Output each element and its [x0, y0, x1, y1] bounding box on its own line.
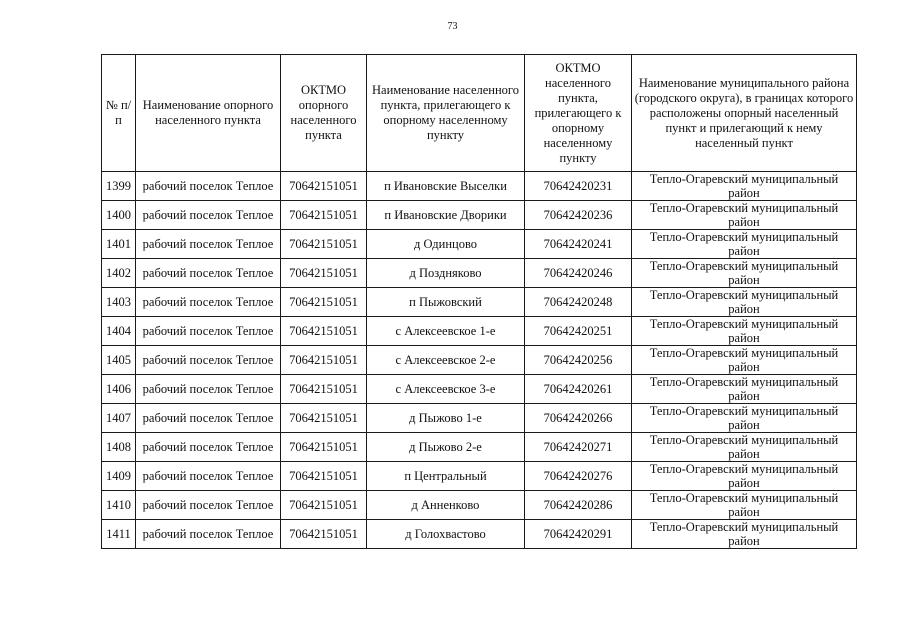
cell-support-name: рабочий поселок Теплое [136, 230, 281, 259]
table-row [102, 520, 857, 549]
table-row [102, 491, 857, 520]
cell-support-oktmo: 70642151051 [281, 375, 367, 404]
cell-adjacent-name: п Ивановские Дворики [367, 201, 525, 230]
cell-adjacent-oktmo: 70642420266 [525, 404, 632, 433]
table-row [102, 375, 857, 404]
cell-adjacent-oktmo: 70642420251 [525, 317, 632, 346]
table-row [102, 346, 857, 375]
cell-adjacent-oktmo: 70642420231 [525, 172, 632, 201]
cell-num: 1410 [102, 491, 136, 520]
table-row [102, 259, 857, 288]
cell-district: Тепло-Огаревский муниципальный район [632, 317, 857, 346]
cell-adjacent-oktmo: 70642420248 [525, 288, 632, 317]
cell-district: Тепло-Огаревский муниципальный район [632, 433, 857, 462]
cell-district: Тепло-Огаревский муниципальный район [632, 462, 857, 491]
cell-district: Тепло-Огаревский муниципальный район [632, 491, 857, 520]
cell-district: Тепло-Огаревский муниципальный район [632, 172, 857, 201]
cell-support-oktmo: 70642151051 [281, 520, 367, 549]
table-row [102, 172, 857, 201]
cell-district: Тепло-Огаревский муниципальный район [632, 404, 857, 433]
cell-num: 1399 [102, 172, 136, 201]
table-row [102, 317, 857, 346]
cell-district: Тепло-Огаревский муниципальный район [632, 375, 857, 404]
table-row [102, 288, 857, 317]
cell-district: Тепло-Огаревский муниципальный район [632, 230, 857, 259]
cell-adjacent-name: д Одинцово [367, 230, 525, 259]
page-number: 73 [447, 21, 458, 32]
table-body [102, 172, 857, 549]
cell-support-name: рабочий поселок Теплое [136, 520, 281, 549]
cell-adjacent-name: п Ивановские Выселки [367, 172, 525, 201]
table-row [102, 230, 857, 259]
cell-num: 1408 [102, 433, 136, 462]
cell-support-oktmo: 70642151051 [281, 462, 367, 491]
cell-support-name: рабочий поселок Теплое [136, 491, 281, 520]
cell-district: Тепло-Огаревский муниципальный район [632, 259, 857, 288]
cell-adjacent-oktmo: 70642420276 [525, 462, 632, 491]
settlements-table [101, 54, 857, 549]
cell-support-oktmo: 70642151051 [281, 201, 367, 230]
cell-adjacent-oktmo: 70642420246 [525, 259, 632, 288]
cell-adjacent-name: д Поздняково [367, 259, 525, 288]
cell-adjacent-name: с Алексеевское 1-е [367, 317, 525, 346]
cell-adjacent-name: д Анненково [367, 491, 525, 520]
cell-adjacent-oktmo: 70642420261 [525, 375, 632, 404]
cell-adjacent-oktmo: 70642420241 [525, 230, 632, 259]
header-num: № п/п [102, 55, 136, 172]
table-header [102, 55, 857, 172]
cell-num: 1401 [102, 230, 136, 259]
cell-num: 1405 [102, 346, 136, 375]
header-adjacent-name: Наименование населенного пункта, прилегающего к опорному населенному пункту [367, 55, 525, 172]
cell-num: 1406 [102, 375, 136, 404]
cell-adjacent-oktmo: 70642420236 [525, 201, 632, 230]
cell-district: Тепло-Огаревский муниципальный район [632, 288, 857, 317]
header-support-name: Наименование опорного населенного пункта [136, 55, 281, 172]
cell-num: 1403 [102, 288, 136, 317]
cell-support-oktmo: 70642151051 [281, 433, 367, 462]
cell-support-oktmo: 70642151051 [281, 172, 367, 201]
header-support-oktmo: ОКТМО опорного населенного пункта [281, 55, 367, 172]
cell-support-name: рабочий поселок Теплое [136, 346, 281, 375]
cell-support-name: рабочий поселок Теплое [136, 288, 281, 317]
cell-support-oktmo: 70642151051 [281, 346, 367, 375]
cell-adjacent-name: д Пыжово 2-е [367, 433, 525, 462]
table-row [102, 201, 857, 230]
cell-adjacent-name: с Алексеевское 2-е [367, 346, 525, 375]
cell-support-name: рабочий поселок Теплое [136, 259, 281, 288]
cell-district: Тепло-Огаревский муниципальный район [632, 346, 857, 375]
cell-adjacent-oktmo: 70642420271 [525, 433, 632, 462]
cell-adjacent-name: д Голохвастово [367, 520, 525, 549]
cell-num: 1400 [102, 201, 136, 230]
cell-adjacent-name: с Алексеевское 3-е [367, 375, 525, 404]
cell-support-name: рабочий поселок Теплое [136, 433, 281, 462]
header-row [102, 55, 857, 172]
cell-support-oktmo: 70642151051 [281, 491, 367, 520]
cell-support-oktmo: 70642151051 [281, 404, 367, 433]
header-district: Наименование муниципального района (городского округа), в границах которого расположены опорный населенный пункт и прилегающий к нему населенный пункт [632, 55, 857, 172]
cell-num: 1404 [102, 317, 136, 346]
cell-support-name: рабочий поселок Теплое [136, 462, 281, 491]
cell-adjacent-name: п Пыжовский [367, 288, 525, 317]
cell-support-name: рабочий поселок Теплое [136, 375, 281, 404]
cell-adjacent-oktmo: 70642420286 [525, 491, 632, 520]
cell-district: Тепло-Огаревский муниципальный район [632, 520, 857, 549]
cell-adjacent-name: п Центральный [367, 462, 525, 491]
cell-adjacent-oktmo: 70642420291 [525, 520, 632, 549]
cell-support-name: рабочий поселок Теплое [136, 404, 281, 433]
cell-support-name: рабочий поселок Теплое [136, 172, 281, 201]
cell-support-name: рабочий поселок Теплое [136, 317, 281, 346]
cell-support-oktmo: 70642151051 [281, 317, 367, 346]
cell-num: 1411 [102, 520, 136, 549]
cell-support-oktmo: 70642151051 [281, 288, 367, 317]
cell-support-oktmo: 70642151051 [281, 230, 367, 259]
table-row [102, 404, 857, 433]
cell-num: 1409 [102, 462, 136, 491]
cell-adjacent-oktmo: 70642420256 [525, 346, 632, 375]
table-row [102, 462, 857, 491]
table-row [102, 433, 857, 462]
cell-district: Тепло-Огаревский муниципальный район [632, 201, 857, 230]
cell-adjacent-name: д Пыжово 1-е [367, 404, 525, 433]
cell-support-oktmo: 70642151051 [281, 259, 367, 288]
cell-num: 1402 [102, 259, 136, 288]
header-adjacent-oktmo: ОКТМО населенного пункта, прилегающего к опорному населенному пункту [525, 55, 632, 172]
cell-support-name: рабочий поселок Теплое [136, 201, 281, 230]
cell-num: 1407 [102, 404, 136, 433]
